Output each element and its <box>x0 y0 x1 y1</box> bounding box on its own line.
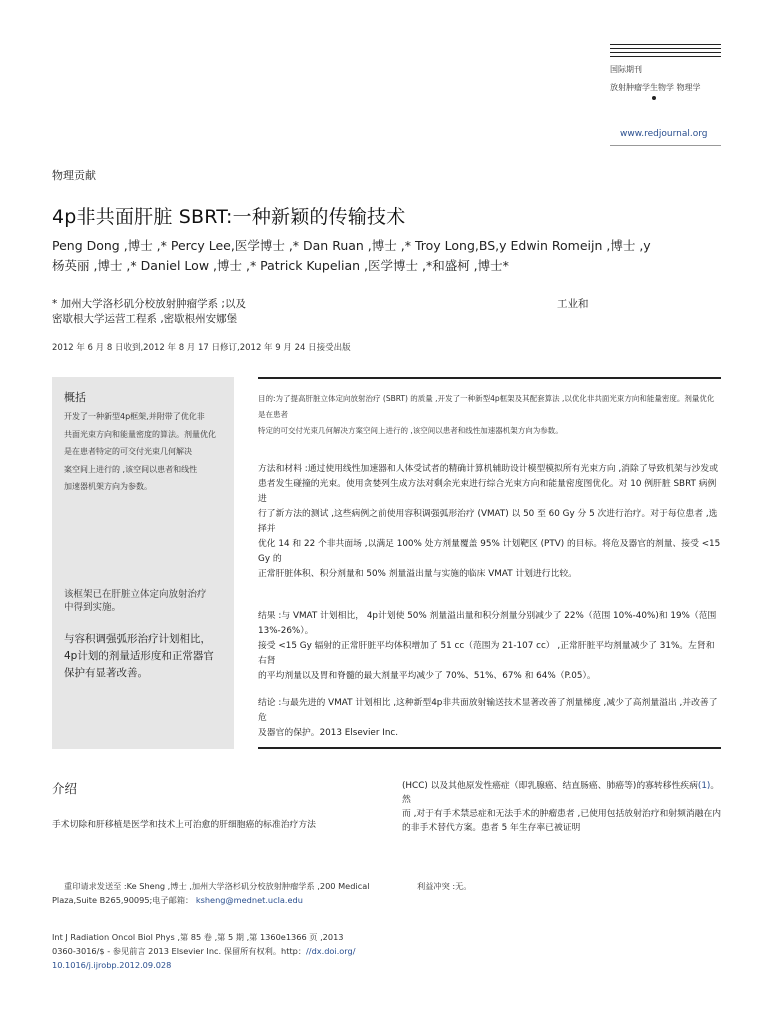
intro-right-text: (HCC) 以及其他原发性癌症（即乳腺癌、结直肠癌、肺癌等)的寡转移性疾病 <box>402 781 698 791</box>
header-rule-3 <box>610 52 721 53</box>
summary-para3-line: 与容积调强弧形治疗计划相比， <box>64 633 211 645</box>
summary-para1-line: 案空间上进行的 ,该空间以患者和线性 <box>64 464 198 474</box>
section-label: 物理贡献 <box>52 169 96 182</box>
reprint-line1: 重印请求发送至 :Ke Sheng ,博士 ,加州大学洛杉矶分校放射肿瘤学系 ,200 Medical <box>64 881 370 891</box>
citation-line2-text: 0360-3016/$ - 参见前言 2013 Elsevier Inc. 保留所有权利。http： <box>52 946 307 956</box>
summary-para2-line: 中得到实施。 <box>64 602 122 613</box>
conflict-of-interest: 利益冲突 :无。 <box>417 881 472 891</box>
summary-para2 <box>64 588 229 614</box>
header-bottom-rule <box>610 145 721 146</box>
journal-dot <box>652 96 656 100</box>
abstract-methods-line: 行了新方法的测试 ,这些病例之前使用容积调强弧形治疗 (VMAT) 以 50 至 60 Gy 分 5 次进行治疗。对于每位患者 ,选择并 <box>258 509 718 534</box>
intro-right-line: 而 ,对于有手术禁忌症和无法手术的肿瘤患者 ,已使用包括放射治疗和射频消融在内 <box>402 809 722 819</box>
summary-para2-line: 该框架已在肝脏立体定向放射治疗 <box>64 589 207 600</box>
abstract-methods-line: 方法和材料 :通过使用线性加速器和人体受试者的精确计算机辅助设计模型模拟所有光束方向 ,消除了导致机架与沙发或 <box>258 464 718 474</box>
article-title: 4p非共面肝脏 SBRT:一种新颖的传输技术 <box>52 206 406 228</box>
summary-box <box>52 377 234 749</box>
abstract-purpose <box>258 391 721 439</box>
summary-para1 <box>64 408 229 496</box>
authors-line1: Peng Dong ,博士 ,* Percy Lee,医学博士 ,* Dan Ruan ,博士 ,* Troy Long,BS,y Edwin Romeijn ,博士 ,y <box>52 238 651 253</box>
summary-heading: 概括 <box>64 391 86 404</box>
abstract-bottom-rule <box>258 747 721 749</box>
received-dates: 2012 年 6 月 8 日收到,2012 年 8 月 17 日修订,2012 年 9 月 24 日接受出版 <box>52 343 351 353</box>
abstract-top-rule <box>258 377 721 379</box>
journal-name-line1: 国际期刊 <box>610 65 642 74</box>
abstract-results <box>258 609 721 684</box>
reprint-line2-text: Plaza,Suite B265,90095;电子邮箱： <box>52 895 194 905</box>
intro-right-line <box>402 779 722 807</box>
journal-name-line2: 放射肿瘤学生物学 物理学 <box>610 83 701 92</box>
intro-right-column <box>402 779 722 835</box>
header-rule-1 <box>610 44 721 45</box>
journal-url-link[interactable]: www.redjournal.org <box>620 129 708 139</box>
reprint-request <box>52 879 392 907</box>
affiliation-line1-right: 工业和 <box>557 298 589 310</box>
reprint-line2 <box>52 893 392 907</box>
abstract-conclusions <box>258 696 721 741</box>
intro-right-line: 的非手术替代方案。患者 5 年生存率已被证明 <box>402 823 581 833</box>
abstract-methods <box>258 462 721 582</box>
email-link[interactable]: ksheng@mednet.ucla.edu <box>195 895 303 905</box>
summary-para1-line: 是在患者特定的可交付光束几何解决 <box>64 447 192 456</box>
abstract-methods-line: 患者发生碰撞的光束。使用贪婪列生成方法对剩余光束进行综合光束方向和能量密度图优化。对 10 例肝脏 SBRT 病例进 <box>258 479 717 504</box>
authors-line2: 杨英丽 ,博士 ,* Daniel Low ,博士 ,* Patrick Kupelian ,医学博士 ,*和盛柯 ,博士* <box>52 258 509 273</box>
doi-link[interactable]: //dx.doi.org/ <box>306 946 356 956</box>
header-rule-2 <box>610 48 721 49</box>
abstract-results-line: 的平均剂量以及胃和脊髓的最大剂量平均减少了 70%、51%、67% 和 64%（P.05）。 <box>258 671 596 681</box>
reference-link[interactable]: (1) <box>697 781 711 791</box>
citation-block <box>52 930 392 972</box>
abstract-purpose-line: 特定的可交付光束几何解决方案空间上进行的 ,该空间以患者和线性加速器机架方向为参数。 <box>258 426 563 435</box>
header-rule-4 <box>610 56 721 57</box>
summary-para1-line: 开发了一种新型4p框架,并附带了优化非 <box>64 412 205 421</box>
intro-right-text: 。然 <box>402 781 720 805</box>
affiliation-line2: 密歇根大学运营工程系 ,密歇根州安娜堡 <box>52 313 238 325</box>
intro-heading: 介绍 <box>52 781 78 796</box>
abstract-conclusions-line: 结论 :与最先进的 VMAT 计划相比 ,这种新型4p非共面放射输送技术显著改善了剂量梯度 ,减少了高剂量溢出 ,并改善了危 <box>258 698 718 723</box>
intro-left-text: 手术切除和肝移植是医学和技术上可治愈的肝细胞癌的标准治疗方法 <box>52 820 316 830</box>
summary-para3-line: 4p计划的剂量适形度和正常器官 <box>64 650 214 662</box>
summary-para3-line: 保护有显著改善。 <box>64 667 148 679</box>
abstract-conclusions-line: 及器官的保护。2013 Elsevier Inc. <box>258 728 399 738</box>
abstract-results-line: 接受 <15 Gy 辐射的正常肝脏平均体积增加了 51 cc（范围为 21-107 cc） ,正常肝脏平均剂量减少了 31%。左肾和右肾 <box>258 641 715 666</box>
abstract-purpose-line: 目的:为了提高肝脏立体定向放射治疗 (SBRT) 的质量 ,开发了一种新型4p框架及其配套算法 ,以优化非共面光束方向和能量密度。剂量优化是在患者 <box>258 394 715 419</box>
doi-link-line[interactable]: 10.1016/j.ijrobp.2012.09.028 <box>52 960 172 970</box>
summary-para1-line: 共面光束方向和能量密度的算法。剂量优化 <box>64 429 216 439</box>
abstract-methods-line: 优化 14 和 22 个非共面场 ,以满足 100% 处方剂量覆盖 95% 计划靶区 (PTV) 的目标。将危及器官的剂量、接受 <15 Gy 的 <box>258 539 721 564</box>
abstract-results-line: 13%-26%）。 <box>258 626 314 636</box>
citation-line2 <box>52 944 392 958</box>
abstract-results-line: 结果 :与 VMAT 计划相比， 4p计划使 50% 剂量溢出量和积分剂量分别减少了 22%（范围 10%-40%)和 19%（范围 <box>258 611 717 621</box>
abstract-methods-line: 正常肝脏体积、积分剂量和 50% 剂量溢出量与实施的临床 VMAT 计划进行比较。 <box>258 569 577 579</box>
citation-line1: Int J Radiation Oncol Biol Phys ,第 85 卷 ,第 5 期 ,第 1360e1366 页 ,2013 <box>52 932 344 942</box>
summary-para3 <box>64 631 232 682</box>
affiliation-line1: * 加州大学洛杉矶分校放射肿瘤学系 ;以及 <box>52 298 246 310</box>
summary-para1-line: 加速器机架方向为参数。 <box>64 482 152 491</box>
